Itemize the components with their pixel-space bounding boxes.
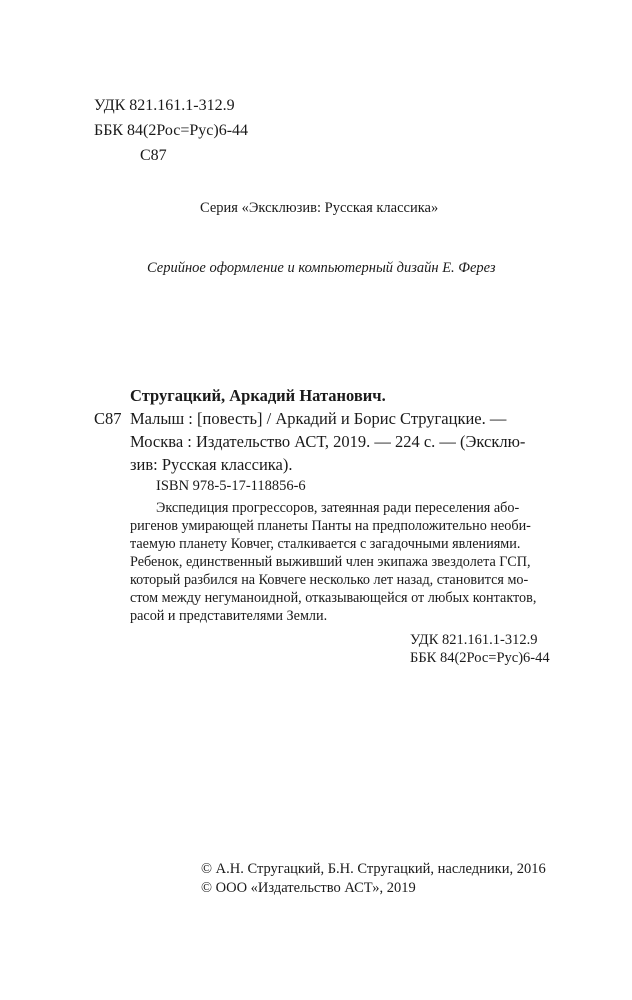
design-credit: Серийное оформление и компьютерный дизайн Е. Ферез [147,260,496,276]
annotation-line: расой и представителями Земли. [130,608,328,624]
annotation-line: Ребенок, единственный выживший член экипажа звездолета ГСП, [130,554,531,570]
annotation-line: который разбился на Ковчеге несколько лет назад, становится мо- [130,572,529,588]
catalog-mark: С87 [94,409,122,428]
copyright-line: © А.Н. Стругацкий, Б.Н. Стругацкий, наследники, 2016 [201,861,546,877]
catalog-line: Москва : Издательство АСТ, 2019. — 224 с. — (Эксклю- [130,432,526,451]
annotation-line: ригенов умирающей планеты Панты на предположительно необи- [130,518,531,534]
catalog-udk: УДК 821.161.1-312.9 [410,632,538,648]
series-line: Серия «Эксклюзив: Русская классика» [200,200,439,216]
header-udk: УДК 821.161.1-312.9 [94,97,235,114]
catalog-line: Малыш : [повесть] / Аркадий и Борис Стругацкие. — [130,409,507,428]
header-author-mark: С87 [140,147,167,164]
catalog-bbk: ББК 84(2Рос=Рус)6-44 [410,650,550,666]
annotation-line: таемую планету Ковчег, сталкивается с загадочными явлениями. [130,536,521,552]
catalog-line: зив: Русская классика). [130,455,293,474]
header-bbk: ББК 84(2Рос=Рус)6-44 [94,122,249,139]
annotation-line: Экспедиция прогрессоров, затеянная ради переселения або- [156,500,520,516]
copyright-line: © ООО «Издательство АСТ», 2019 [201,880,416,896]
annotation-line: стом между негуманоидной, отказывающейся от любых контактов, [130,590,537,606]
catalog-author: Стругацкий, Аркадий Натанович. [130,386,386,405]
catalog-isbn: ISBN 978-5-17-118856-6 [156,478,306,494]
